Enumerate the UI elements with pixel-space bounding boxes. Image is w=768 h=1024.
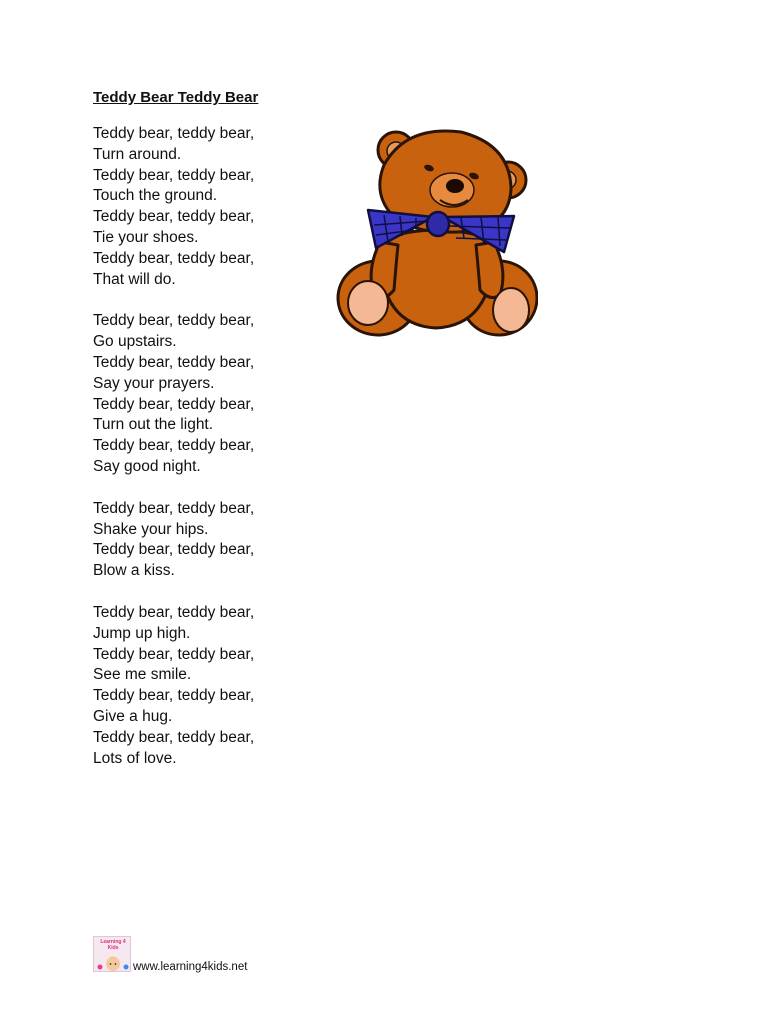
poem-line: Teddy bear, teddy bear, xyxy=(93,541,255,559)
poem-line: Teddy bear, teddy bear, xyxy=(93,312,255,330)
stanza-1 xyxy=(93,124,333,290)
poem-line: Teddy bear, teddy bear, xyxy=(93,166,255,184)
stanza-4 xyxy=(93,603,333,769)
poem-line: Go upstairs. xyxy=(93,333,177,351)
poem-line: Turn around. xyxy=(93,145,182,163)
poem-line: Tie your shoes. xyxy=(93,228,199,246)
poem-line: Teddy bear, teddy bear, xyxy=(93,687,255,705)
poem-line: Jump up high. xyxy=(93,624,191,642)
child-face-icon xyxy=(94,937,131,972)
footer xyxy=(93,936,293,976)
poem-line: Teddy bear, teddy bear, xyxy=(93,395,255,413)
poem-line: Teddy bear, teddy bear, xyxy=(93,353,255,371)
footer-url: www.learning4kids.net xyxy=(133,961,248,973)
poem-line: Teddy bear, teddy bear, xyxy=(93,125,255,142)
poem-line: Teddy bear, teddy bear, xyxy=(93,645,255,663)
poem-line: Say your prayers. xyxy=(93,374,215,392)
poem-line: Teddy bear, teddy bear, xyxy=(93,437,255,455)
poem-line: Shake your hips. xyxy=(93,520,209,538)
poem-line: Teddy bear, teddy bear, xyxy=(93,728,255,746)
poem-title: Teddy Bear Teddy Bear xyxy=(93,89,259,106)
poem-line: Give a hug. xyxy=(93,707,173,725)
teddy-bear-illustration-icon xyxy=(336,120,538,350)
poem-line: That will do. xyxy=(93,270,176,288)
poem-line: Teddy bear, teddy bear, xyxy=(93,499,255,517)
poem-line: See me smile. xyxy=(93,666,192,684)
poem-line: Turn out the light. xyxy=(93,416,214,434)
learning4kids-logo-icon xyxy=(93,936,131,972)
poem-body xyxy=(93,124,333,790)
poem-line: Teddy bear, teddy bear, xyxy=(93,603,255,621)
poem-line: Say good night. xyxy=(93,457,201,475)
poem-line: Touch the ground. xyxy=(93,187,218,205)
stanza-3 xyxy=(93,499,333,582)
poem-line: Blow a kiss. xyxy=(93,562,175,580)
poem-line: Lots of love. xyxy=(93,749,177,767)
logo-text: Learning 4 Kids xyxy=(100,939,126,951)
stanza-2 xyxy=(93,311,333,477)
poem-line: Teddy bear, teddy bear, xyxy=(93,249,255,267)
poem-line: Teddy bear, teddy bear, xyxy=(93,208,255,226)
